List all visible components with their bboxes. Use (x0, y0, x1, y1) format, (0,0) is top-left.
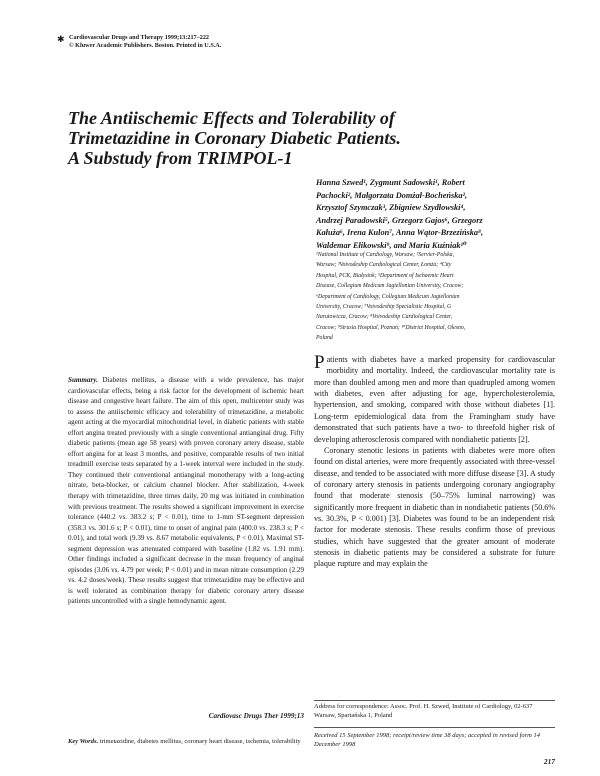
footnote-divider (314, 727, 555, 728)
author-line: Hanna Szwed¹, Zygmunt Sadowski¹, Robert (316, 178, 465, 187)
title-line: The Antiischemic Effects and Tolerability of (68, 108, 395, 128)
affiliation-line: Warsaw; ³Voivodeship Cardiological Center, Łomża; ⁴City (316, 262, 452, 269)
received-dates: Received 15 September 1998; receipt/review time 38 days; accepted in revised form 14 December 1998 (314, 732, 540, 749)
author-line: Kałuża⁶, Irena Kulon⁷, Anna Wątor-Brzezińska⁸, (316, 228, 484, 237)
article-title (68, 108, 538, 168)
affiliation-line: Cracow; ⁹Strusia Hospital, Poznań; ¹⁰District Hospital, Olesno, (316, 324, 466, 331)
abstract-label: Summary. (68, 376, 98, 384)
author-line: Pachocki², Małgorzata Domżał-Bocheńska², (316, 190, 468, 200)
keywords-text: trimetazidine, diabetes mellitus, coronary heart disease, ischemia, tolerability (99, 738, 301, 745)
publisher-line: © Kluwer Academic Publishers. Boston. Printed in U.S.A. (69, 42, 222, 49)
author-line: Waldemar Ełikowski⁹, and Maria Kuźniak¹⁰ (316, 240, 467, 250)
abstract-text: Diabetes mellitus, a disease with a wide prevalence, has major cardiovascular effects, being a risk factor for the development of ischemic heart disease and congestive heart failure. The aim of this open, multicenter study was to assess the antiischemic efficacy and tolerability of trimetazidine, a metabolic agent acting at the myocardial mitochondrial level, in diabetic patients with stable effort angina treated previously with a single conventional antianginal drug. Fifty diabetic patients (mean age 58 years) with proven coronary artery disease, stable effort angina for at least 3 months, and positive, comparable results of two initial treadmill exercise tests separated by a 1-week interval were included in the study. They continued their conventional antianginal monotherapy with a long-acting nitrate, beta-blocker, or calcium channel blocker. After stabilization, 4-week therapy with trimetazidine, three times daily, 20 mg was initiated in combination with previous treatment. The results showed a significant improvement in exercise tolerance (440.2 vs. 383.2 s; P < 0.01), time to 1-mm ST-segment depression (358.3 vs. 301.6 s; P < 0.01), time to onset of anginal pain (400.0 vs. 238.3 s; P < 0.01), and total work (9.39 vs. 8.67 metabolic equivalents, P < 0.01). Maximal ST-segment depression was attenuated compared with baseline (1.82 vs. 1.91 mm). Other findings included a significant decrease in the mean frequency of anginal episodes (3.06 vs. 4.79 per week; P < 0.01) and in mean nitrate consumption (2.29 vs. 4.2 doses/week). These results suggest that trimetazidine may be effective and is well tolerated as combination therapy for diabetic coronary artery disease patients uncontrolled with a single hemodynamic agent. (68, 376, 304, 606)
author-line: Andrzej Paradowski⁵, Grzegorz Gajos⁶, Grzegorz (316, 215, 483, 225)
abstract (68, 375, 304, 607)
publisher-logo-icon: ✱ (57, 34, 65, 44)
paragraph-text: atients with diabetes have a marked propensity for cardiovascular morbidity and mortality. Indeed, the cardiovascular mortality rate is more than doubled among men and more than quadrupled among women with diabetes, even after adjusting for age, hypercholesterolemia, hypertension, and smoking, compared with those without diabetes [1]. Long-term epidemiological data from the Framingham study have demonstrated that such patients have a two- to threefold higher risk of developing atherosclerosis compared with nondiabetic patients [2]. (314, 355, 555, 444)
journal-citation-line: Cardiovascular Drugs and Therapy 1999;13:217–222 (69, 34, 210, 41)
page-number: 217 (543, 757, 555, 766)
affiliation-line: University, Cracow; ⁷Voivodeship Specialistic Hospital, G (316, 304, 452, 311)
footnote-divider (314, 700, 555, 701)
journal-citation: Cardiovasc Drugs Ther 1999;13 (208, 712, 304, 720)
body-paragraph: Coronary stenotic lesions in patients with diabetes were more often found on distal arteries, were more frequently associated with three-vessel disease, and tended to be associated with more diffuse disease [3]. A study of coronary artery stenosis in patients undergoing coronary angiography found that moderate stenosis (50–75% luminal narrowing) was significantly more frequent in diabetic than in nondiabetic patients (50.6% vs. 30.3%, P < 0.001) [3]. Diabetes was found to be an independent risk factor for moderate stenosis. These results confirm those of previous studies, which have suggested that the greater amount of moderate stenosis in diabetic patients may be considered a substrate for future plaque rupture and may explain the (314, 445, 555, 569)
author-line: Krzysztof Szymczak³, Zbigniew Szydłowski⁴, (316, 203, 466, 212)
keywords-label: Key Words. (68, 738, 99, 745)
affiliation-line: ¹National Institute of Cardiology, Warsaw; ²Servier-Polska, (316, 252, 455, 258)
affiliation-line: Poland (316, 335, 333, 342)
correspondence-address: Address for correspondence: Assoc. Prof. H. Szwed, Institute of Cardiology, 02-637 Warsaw, Spartańska 1, Poland (314, 703, 533, 720)
keywords (68, 737, 304, 747)
drop-cap: P (314, 352, 325, 373)
affiliation-line: Narutowicza, Cracow; ⁸Voivodeship Cardiological Center, (316, 314, 453, 321)
author-list (316, 177, 552, 252)
affiliations (316, 250, 552, 344)
title-line: Trimetazidine in Coronary Diabetic Patients. (68, 128, 401, 148)
affiliation-line: Disease, Collegium Medicum Jagiellonian University, Cracow; (316, 283, 464, 290)
affiliation-line: ⁶Department of Cardiology, Collegium Medicum Jagiellonian (316, 293, 460, 300)
body-paragraph (314, 354, 555, 445)
title-line: A Substudy from TRIMPOL-1 (68, 148, 293, 168)
affiliation-line: Hospital, PCK, Białystok; ⁵Department of Ischaemic Heart (316, 272, 454, 279)
journal-header (57, 34, 222, 50)
body-text (314, 354, 555, 570)
